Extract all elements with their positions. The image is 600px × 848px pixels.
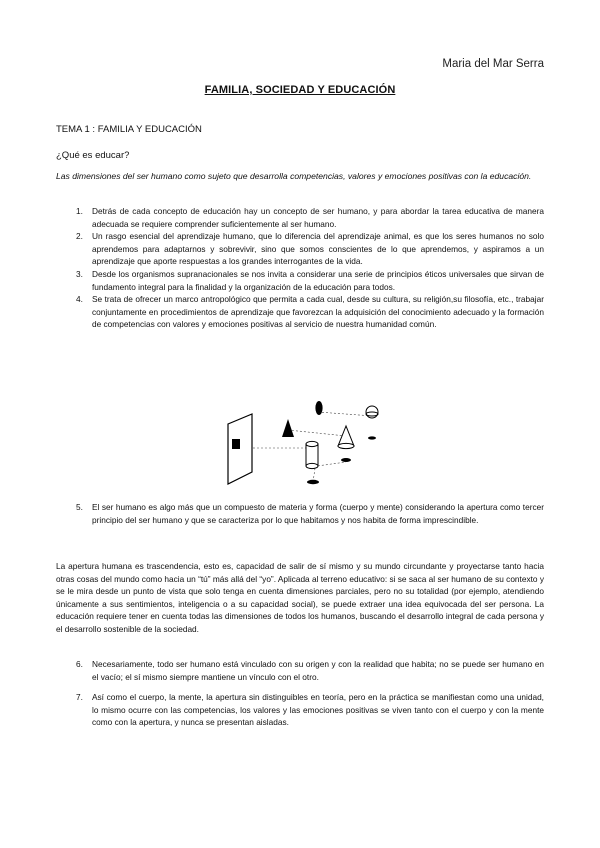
oval-shape bbox=[315, 401, 322, 415]
cylinder-shape bbox=[306, 441, 318, 468]
floor-shadow-sphere bbox=[368, 436, 376, 439]
item-number: 5. bbox=[76, 502, 83, 512]
projection-figure bbox=[218, 392, 390, 487]
item-text: Se trata de ofrecer un marco antropológico que permita a cada cual, desde su cultura, su religión,su filosofía, etc., trabajar conjuntamente en procedimientos de aprendizaje que favorezcan la adquisición del conocimiento adecuado y la formación de competencias con valores y emociones positivas al servicio de nuestra humanidad común. bbox=[92, 294, 544, 330]
section-heading: TEMA 1 : FAMILIA Y EDUCACIÓN bbox=[56, 124, 202, 135]
italic-subtitle: Las dimensiones del ser humano como sujeto que desarrolla competencias, valores y emociones positivas con la educación. bbox=[56, 171, 532, 181]
numbered-list-1 bbox=[56, 205, 544, 331]
item-number: 3. bbox=[76, 268, 83, 279]
document-title: FAMILIA, SOCIEDAD Y EDUCACIÓN bbox=[204, 84, 396, 96]
sphere-shape bbox=[366, 406, 378, 418]
list-item bbox=[56, 205, 544, 230]
list-item bbox=[56, 658, 544, 683]
list-item bbox=[56, 268, 544, 293]
list-item bbox=[56, 501, 544, 526]
list-item bbox=[56, 293, 544, 331]
numbered-list-2 bbox=[56, 501, 544, 526]
floor-shadow-cone bbox=[341, 458, 351, 462]
pyramid-shape bbox=[282, 419, 294, 437]
cone-shape bbox=[338, 426, 354, 449]
item-text: Necesariamente, todo ser humano está vinculado con su origen y con la realidad que habita; no se puede ser humano en el vacío; el sí mismo siempre mantiene un vínculo con el otro. bbox=[92, 659, 544, 682]
item-number: 2. bbox=[76, 231, 83, 242]
item-number: 4. bbox=[76, 294, 83, 305]
list-item bbox=[56, 691, 544, 729]
item-text: Desde los organismos supranacionales se nos invita a considerar una serie de principios éticos universales que sirvan de fundamento integral para la finalidad y la organización de la educación para todos. bbox=[92, 268, 544, 292]
item-text: Así como el cuerpo, la mente, la apertura sin distinguibles en teoría, pero en la práctica se manifiestan como una unidad, lo mismo ocurre con las competencias, los valores y las emociones positivas se viven tanto con el cuerpo y con la mente como con la apertura, y nunca se presentan aisladas. bbox=[92, 692, 544, 728]
item-number: 1. bbox=[76, 206, 83, 216]
question-heading: ¿Qué es educar? bbox=[56, 150, 130, 161]
item-text: Detrás de cada concepto de educación hay un concepto de ser humano, y para abordar la tarea educativa de manera adecuada se requiere comprender suficientemente al ser humano. bbox=[92, 206, 544, 229]
body-paragraph: La apertura humana es trascendencia, esto es, capacidad de salir de sí mismo y su mundo circundante y proyectarse tanto hacia otras cosas del mundo como hacia un “tú” más allá del “yo”. Aplicada al terreno educativo: si se saca al ser humano de su contexto y se le mira desde un punto de vista que solo tenga en cuenta dimensiones parciales, pero no su totalidad (por ejemplo, atendiendo únicamente a sus sentimientos, inteligencia o a su capacidad social), se puede extraer una idea equivocada del ser persona. La educación requiere tener en cuenta todas las dimensiones de todos los humanos, buscando el desarrollo integral de cada persona y el desarrollo sostenible de la sociedad. bbox=[56, 561, 544, 634]
square-shadow bbox=[232, 439, 240, 449]
item-text: Un rasgo esencial del aprendizaje humano, que lo diferencia del aprendizaje animal, es que los seres humanos no solo aprendemos para adaptarnos y sobrevivir, sino que somos conscientes de lo que aprendemos, y aspiramos a un aprendizaje que aporte respuestas a los grandes interrogantes de la vida. bbox=[92, 231, 544, 267]
item-number: 7. bbox=[76, 692, 83, 703]
numbered-list-3 bbox=[56, 658, 544, 737]
author-name: Maria del Mar Serra bbox=[442, 58, 544, 70]
item-number: 6. bbox=[76, 659, 83, 669]
floor-shadow-cylinder bbox=[307, 480, 319, 484]
item-text: El ser humano es algo más que un compuesto de materia y forma (cuerpo y mente) considerando la apertura como tercer principio del ser humano y que se caracteriza por lo que habitamos y nos habita de forma imprescindible. bbox=[92, 502, 544, 525]
list-item bbox=[56, 230, 544, 268]
